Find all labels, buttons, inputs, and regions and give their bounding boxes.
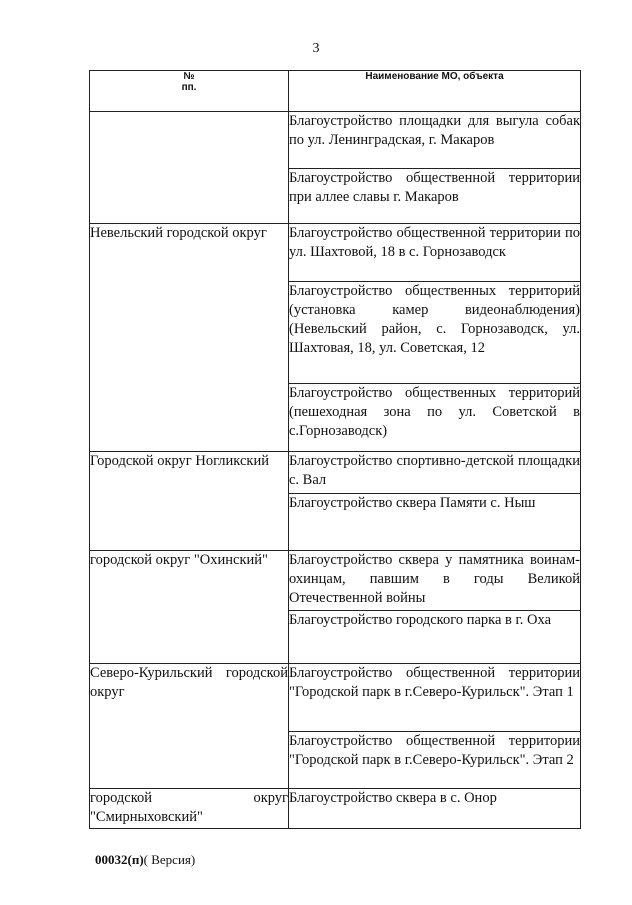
object-cell: Благоустройство общественной территории по ул. Шахтовой, 18 в с. Горнозаводск bbox=[289, 224, 581, 282]
page-number: 3 bbox=[312, 41, 320, 56]
table-row bbox=[90, 112, 581, 169]
table-row bbox=[90, 452, 581, 494]
header-number bbox=[90, 71, 289, 112]
object-cell: Благоустройство городского парка в г. Оха bbox=[289, 611, 581, 664]
object-cell: Благоустройство общественных территорий (пешеходная зона по ул. Советской в с.Горнозаводск) bbox=[289, 384, 581, 452]
object-cell: Благоустройство сквера у памятника воинам-охинцам, павшим в годы Великой Отечественной войны bbox=[289, 551, 581, 611]
header-name: Наименование МО, объекта bbox=[289, 71, 581, 112]
header-number-abbr: пп. bbox=[181, 82, 197, 93]
object-cell: Благоустройство общественных территорий (установка камер видеонаблюдения) (Невельский район, с. Горнозаводск, ул. Шахтовая, 18, ул. Советская, 12 bbox=[289, 282, 581, 384]
document-footer bbox=[95, 852, 195, 868]
object-cell: Благоустройство общественной территории "Городской парк в г.Северо-Курильск". Этап 2 bbox=[289, 732, 581, 789]
mo-cell: Городской округ Ногликский bbox=[90, 452, 289, 551]
mo-cell: Северо-Курильский городской округ bbox=[90, 664, 289, 789]
mo-cell: городской округ "Охинский" bbox=[90, 551, 289, 664]
object-cell: Благоустройство сквера в с. Онор bbox=[289, 789, 581, 829]
objects-table bbox=[89, 70, 581, 829]
document-code: 00032(п) bbox=[95, 852, 144, 867]
mo-cell bbox=[90, 112, 289, 224]
mo-cell: городской округ "Смирныховский" bbox=[90, 789, 289, 829]
table-row bbox=[90, 789, 581, 829]
object-cell: Благоустройство спортивно-детской площадки с. Вал bbox=[289, 452, 581, 494]
table-row bbox=[90, 551, 581, 611]
document-version: ( Версия) bbox=[143, 852, 196, 867]
mo-cell: Невельский городской округ bbox=[90, 224, 289, 452]
table-row bbox=[90, 664, 581, 732]
header-number-symbol: № bbox=[183, 71, 195, 82]
table-header-row bbox=[90, 71, 581, 112]
object-cell: Благоустройство площадки для выгула собак по ул. Ленинградская, г. Макаров bbox=[289, 112, 581, 169]
table-row bbox=[90, 224, 581, 282]
object-cell: Благоустройство общественной территории "Городской парк в г.Северо-Курильск". Этап 1 bbox=[289, 664, 581, 732]
object-cell: Благоустройство сквера Памяти с. Ныш bbox=[289, 494, 581, 551]
object-cell: Благоустройство общественной территории при аллее славы г. Макаров bbox=[289, 169, 581, 224]
